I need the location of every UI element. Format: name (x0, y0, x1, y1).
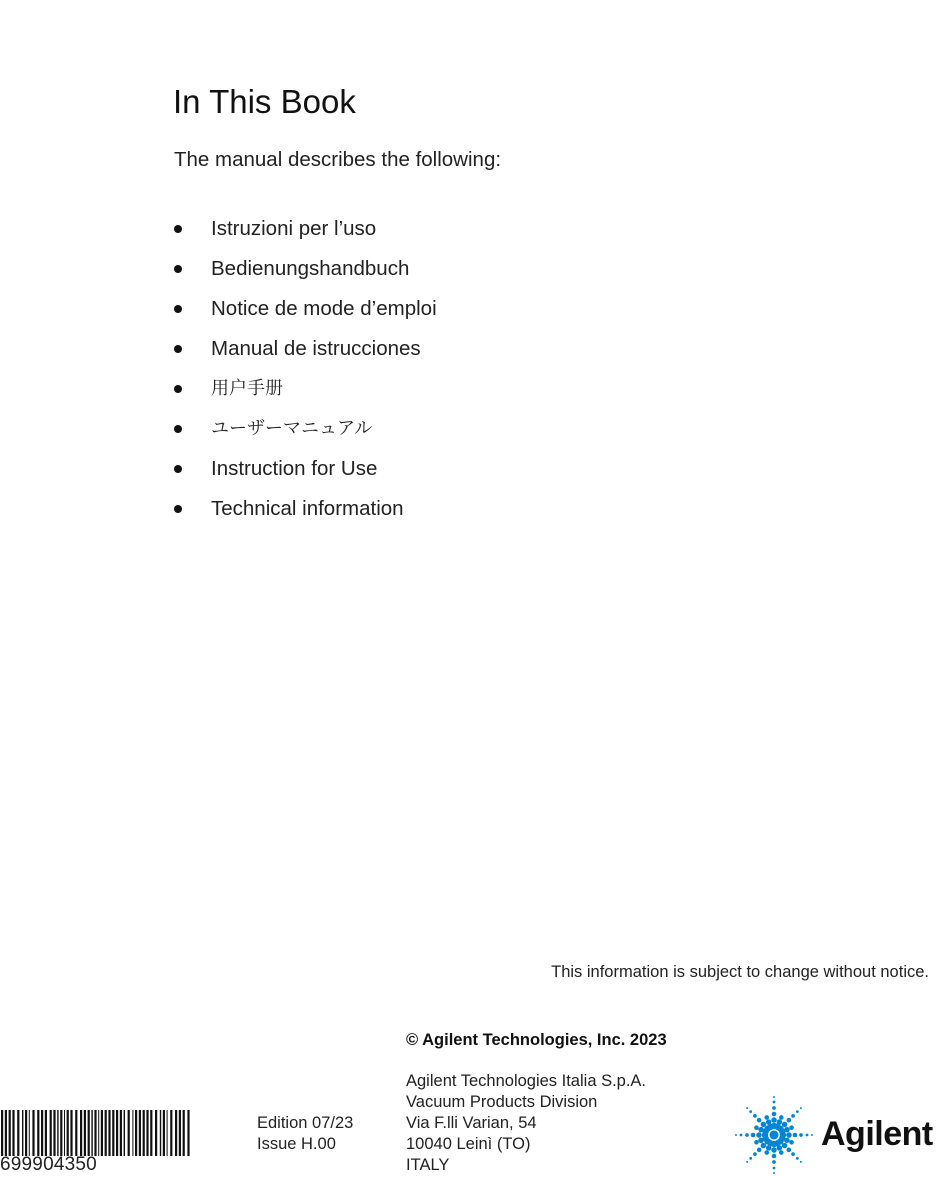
barcode-bar (146, 1110, 148, 1156)
issue-label: Issue H.00 (257, 1135, 336, 1153)
barcode-bar (170, 1110, 172, 1156)
logo-dot (771, 1117, 777, 1123)
bullet-icon (174, 265, 182, 273)
logo-dot (772, 1154, 777, 1159)
change-notice: This information is subject to change without notice. (551, 963, 929, 981)
logo-dot (772, 1112, 777, 1117)
bullet-icon (174, 505, 182, 513)
barcode (0, 1110, 200, 1177)
list-item-text: 用户手册 (211, 378, 283, 399)
agilent-spark-logo-icon (733, 1095, 815, 1175)
logo-dot (789, 1140, 794, 1145)
barcode-bar (108, 1110, 110, 1156)
barcode-bar (179, 1110, 181, 1156)
agilent-logo (733, 1095, 933, 1175)
barcode-bar (155, 1110, 157, 1156)
bullet-icon (174, 345, 182, 353)
logo-dot (754, 1125, 759, 1130)
logo-dot (806, 1134, 809, 1137)
barcode-bar (132, 1110, 133, 1156)
logo-dot (753, 1114, 757, 1118)
barcode-bar (94, 1110, 96, 1156)
logo-dot (764, 1150, 769, 1155)
list-item-text: Manual de istrucciones (211, 337, 421, 360)
barcode-bar (167, 1110, 168, 1156)
barcode-bar (57, 1110, 58, 1156)
logo-dot (793, 1133, 798, 1138)
edition-label: Edition 07/23 (257, 1114, 354, 1132)
logo-dot (771, 1147, 777, 1153)
barcode-bar (32, 1110, 34, 1156)
bullet-icon (174, 465, 182, 473)
logo-dot (791, 1114, 795, 1118)
logo-dot (746, 1161, 748, 1163)
barcode-bar (84, 1110, 86, 1156)
logo-dot (746, 1107, 748, 1109)
edition-info (257, 1113, 353, 1155)
barcode-bar (50, 1110, 52, 1156)
logo-dot (800, 1161, 802, 1163)
logo-dot (757, 1118, 762, 1123)
logo-dot (811, 1134, 813, 1136)
logo-dot (772, 1160, 776, 1164)
list-item-text: Bedienungshandbuch (211, 257, 410, 280)
intro-text: The manual describes the following: (174, 148, 502, 171)
logo-dot (784, 1127, 790, 1133)
barcode-bar (150, 1110, 152, 1156)
logo-dot (773, 1096, 775, 1098)
logo-dot (796, 1157, 799, 1160)
barcode-bar (160, 1110, 161, 1156)
barcode-bar (175, 1110, 177, 1156)
logo-dot (766, 1119, 772, 1125)
logo-dot (766, 1145, 772, 1151)
address-line: Via F.lli Varian, 54 (406, 1114, 537, 1132)
logo-wordmark: Agilent (821, 1115, 933, 1153)
logo-dot (745, 1133, 749, 1137)
barcode-bar (183, 1110, 185, 1156)
barcode-bar (112, 1110, 114, 1156)
logo-dot (761, 1122, 767, 1128)
bullet-icon (174, 385, 182, 393)
bullet-icon (174, 305, 182, 313)
address-line: 10040 Leinì (TO) (406, 1135, 531, 1153)
barcode-bar (120, 1110, 122, 1156)
barcode-bar (25, 1110, 27, 1156)
logo-dot (786, 1132, 792, 1138)
logo-dot (800, 1107, 802, 1109)
barcode-bar (29, 1110, 30, 1156)
address-line: ITALY (406, 1156, 450, 1174)
logo-dot (749, 1157, 752, 1160)
list-item-text: Instruction for Use (211, 457, 378, 480)
barcode-bar (139, 1110, 141, 1156)
barcode-bar (45, 1110, 47, 1156)
logo-dot (758, 1127, 764, 1133)
barcode-icon (0, 1110, 192, 1156)
logo-dot (787, 1148, 792, 1153)
barcode-bar (98, 1110, 99, 1156)
logo-dot (758, 1138, 764, 1144)
barcode-bar (1, 1110, 3, 1156)
logo-dot (773, 1167, 776, 1170)
logo-dot (751, 1133, 756, 1138)
logo-dot (784, 1138, 790, 1144)
barcode-bar (88, 1110, 90, 1156)
barcode-bar (12, 1110, 14, 1156)
page-title: In This Book (173, 83, 356, 120)
barcode-bar (5, 1110, 7, 1156)
list-item-text: Istruzioni per l’uso (211, 217, 377, 240)
barcode-bar (128, 1110, 130, 1156)
logo-dot (791, 1152, 795, 1156)
barcode-bar (124, 1110, 125, 1156)
logo-dot (796, 1110, 799, 1113)
logo-dot (754, 1140, 759, 1145)
barcode-bar (135, 1110, 137, 1156)
barcode-number: 699904350 (0, 1154, 97, 1175)
logo-dot (777, 1145, 783, 1151)
logo-dot (787, 1118, 792, 1123)
barcode-bar (105, 1110, 107, 1156)
logo-dot (782, 1122, 788, 1128)
logo-dot (753, 1152, 757, 1156)
logo-dot (779, 1150, 784, 1155)
barcode-bar (53, 1110, 55, 1156)
barcode-bar (116, 1110, 118, 1156)
copyright-line: © Agilent Technologies, Inc. 2023 (406, 1031, 667, 1049)
address-line: Vacuum Products Division (406, 1093, 598, 1111)
logo-dot (770, 1131, 779, 1140)
logo-dot (735, 1134, 737, 1136)
barcode-bar (37, 1110, 39, 1156)
company-address (406, 1071, 646, 1176)
barcode-bar (17, 1110, 19, 1156)
logo-dot (779, 1115, 784, 1120)
barcode-bar (187, 1110, 189, 1156)
barcode-bar (64, 1110, 65, 1156)
barcode-bar (60, 1110, 62, 1156)
logo-dot (756, 1132, 762, 1138)
barcode-bar (101, 1110, 103, 1156)
logo-dot (777, 1119, 783, 1125)
barcode-bar (22, 1110, 23, 1156)
logo-dot (761, 1143, 767, 1149)
barcode-bar (80, 1110, 82, 1156)
barcode-bar (70, 1110, 72, 1156)
bullet-icon (174, 425, 182, 433)
barcode-bar (91, 1110, 92, 1156)
address-line: Agilent Technologies Italia S.p.A. (406, 1072, 647, 1090)
list-item-text: Notice de mode d’emploi (211, 297, 437, 320)
logo-dot (740, 1134, 743, 1137)
barcode-bar (41, 1110, 43, 1156)
logo-dot (789, 1125, 794, 1130)
barcode-bar (67, 1110, 69, 1156)
list-item-text: ユーザーマニュアル (211, 418, 373, 439)
bullet-icon (174, 225, 182, 233)
barcode-bar (9, 1110, 11, 1156)
logo-dot (749, 1110, 752, 1113)
logo-dot (757, 1148, 762, 1153)
logo-dot (773, 1172, 775, 1174)
logo-dot (799, 1133, 803, 1137)
logo-dot (782, 1143, 788, 1149)
list-item-text: Technical information (211, 497, 404, 520)
barcode-bar (143, 1110, 145, 1156)
logo-dot (773, 1101, 776, 1104)
barcode-bar (163, 1110, 165, 1156)
logo-dot (764, 1115, 769, 1120)
logo-dot (772, 1106, 776, 1110)
barcode-bar (75, 1110, 77, 1156)
